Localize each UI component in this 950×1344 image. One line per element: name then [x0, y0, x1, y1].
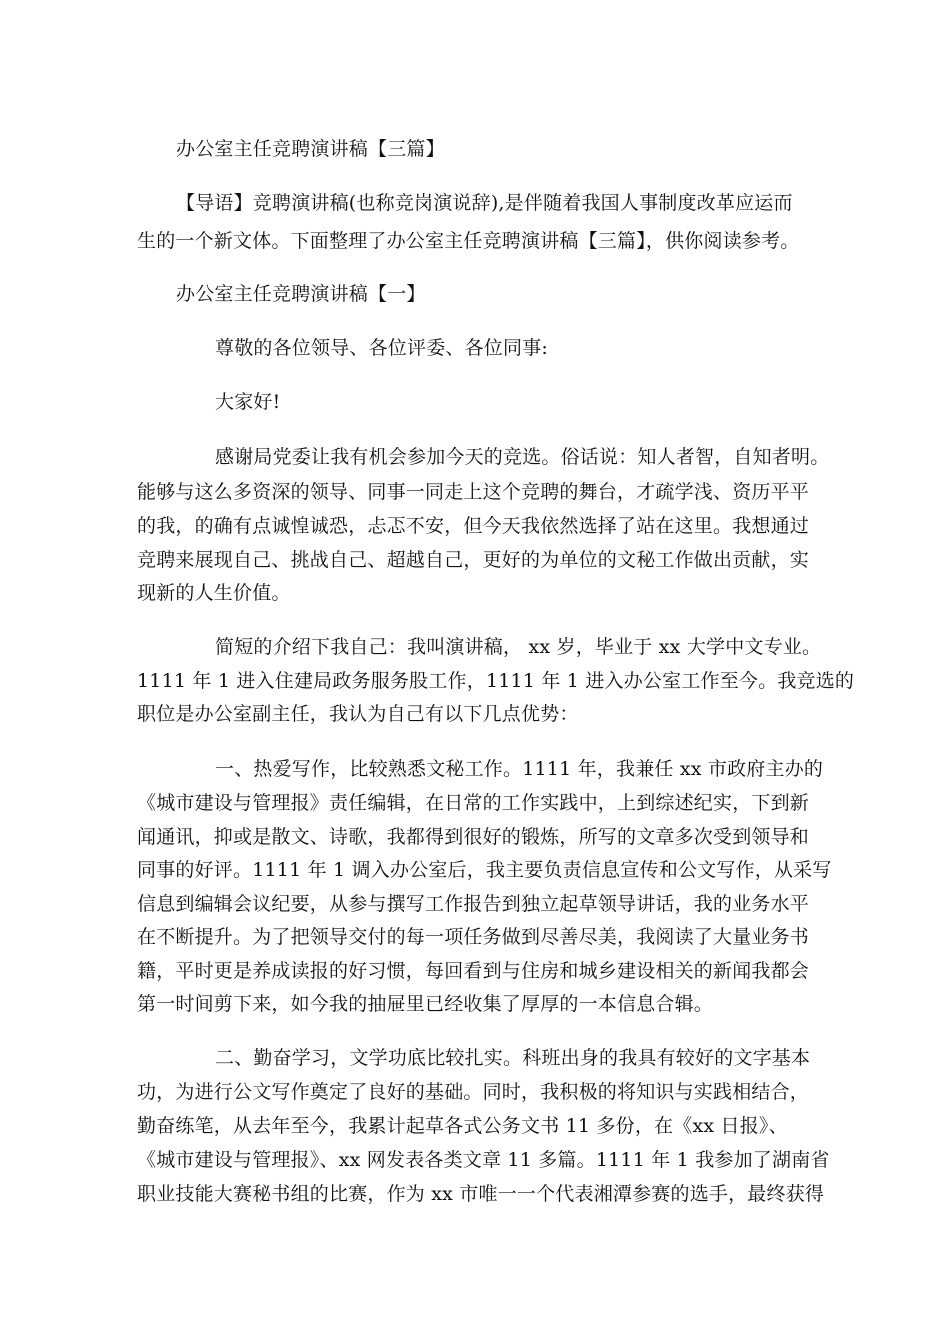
document-title: 办公室主任竞聘演讲稿【三篇】 [176, 138, 445, 160]
paragraph-line: 一、热爱写作，比较熟悉文秘工作。1111 年，我兼任 xx 市政府主办的 [215, 758, 824, 780]
paragraph-line: 在不断提升。为了把领导交付的每一项任务做到尽善尽美，我阅读了大量业务书 [137, 926, 810, 948]
paragraph-line: 职位是办公室副主任，我认为自己有以下几点优势： [137, 703, 579, 725]
paragraph-line: 二、勤奋学习，文学功底比较扎实。科班出身的我具有较好的文字基本 [215, 1047, 811, 1069]
greeting: 大家好! [215, 391, 281, 413]
paragraph-line: 第一时间剪下来，如今我的抽屉里已经收集了厚厚的一本信息合辑。 [137, 993, 714, 1015]
paragraph-line: 感谢局党委让我有机会参加今天的竞选。俗话说：知人者智，自知者明。 [215, 446, 830, 468]
paragraph-line: 的我，的确有点诚惶诚恐，忐忑不安，但今天我依然选择了站在这里。我想通过 [137, 515, 810, 537]
paragraph-line: 现新的人生价值。 [137, 582, 291, 604]
paragraph-line: 《城市建设与管理报》、xx 网发表各类文章 11 多篇。1111 年 1 我参加了湖南省 [137, 1149, 830, 1171]
paragraph-line: 籍，平时更是养成读报的好习惯，每回看到与住房和城乡建设相关的新闻我都会 [137, 960, 810, 982]
paragraph-line: 竞聘来展现自己、挑战自己、超越自己，更好的为单位的文秘工作做出贡献，实 [137, 549, 810, 571]
paragraph-line: 同事的好评。1111 年 1 调入办公室后，我主要负责信息宣传和公文写作，从采写 [137, 859, 832, 881]
paragraph-line: 职业技能大赛秘书组的比赛，作为 xx 市唯一一个代表湘潭参赛的选手，最终获得 [137, 1183, 825, 1205]
paragraph-line: 闻通讯，抑或是散文、诗歌，我都得到很好的锻炼，所写的文章多次受到领导和 [137, 826, 810, 848]
intro-line: 【导语】竞聘演讲稿(也称竞岗演说辞),是伴随着我国人事制度改革应运而 [176, 192, 793, 214]
paragraph-line: 1111 年 1 进入住建局政务服务股工作，1111 年 1 进入办公室工作至今。我竞选的 [137, 670, 855, 692]
paragraph-line: 《城市建设与管理报》责任编辑，在日常的工作实践中，上到综述纪实，下到新 [137, 792, 810, 814]
paragraph-line: 简短的介绍下我自己：我叫演讲稿， xx 岁，毕业于 xx 大学中文专业。 [215, 636, 822, 658]
paragraph-line: 信息到编辑会议纪要，从参与撰写工作报告到独立起草领导讲话，我的业务水平 [137, 893, 810, 915]
paragraph-line: 功，为进行公文写作奠定了良好的基础。同时，我积极的将知识与实践相结合， [137, 1081, 810, 1103]
paragraph-line: 能够与这么多资深的领导、同事一同走上这个竞聘的舞台，才疏学浅、资历平平 [137, 481, 810, 503]
intro-line: 生的一个新文体。下面整理了办公室主任竞聘演讲稿【三篇】，供你阅读参考。 [137, 230, 800, 252]
paragraph-line: 勤奋练笔，从去年至今，我累计起草各式公务文书 11 多份，在《xx 日报》、 [137, 1115, 788, 1137]
section-title: 办公室主任竞聘演讲稿【一】 [176, 283, 426, 305]
salutation: 尊敬的各位领导、各位评委、各位同事: [215, 337, 549, 359]
